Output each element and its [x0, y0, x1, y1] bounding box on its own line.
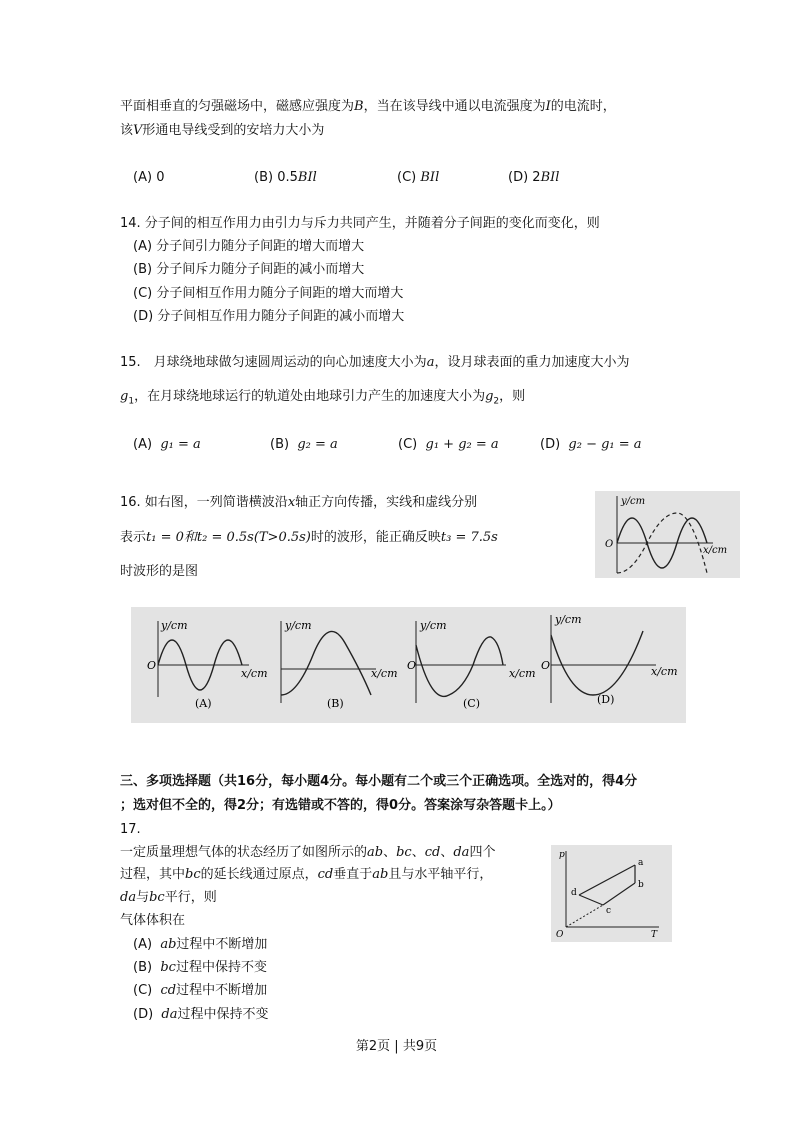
q17-option-c: (C) cd过程中不断增加 — [133, 983, 268, 998]
wave-option-c — [407, 619, 536, 710]
option-label: (B) — [327, 697, 344, 710]
point-a-label: a — [638, 858, 644, 868]
wave-option-b — [281, 619, 398, 710]
x-axis-label: x/cm — [371, 667, 398, 680]
y-axis-label: y/cm — [420, 619, 447, 632]
q15-option-a: (A) g₁ = a — [133, 437, 201, 452]
segment-bc — [603, 883, 635, 905]
q14-option-c: (C) 分子间相互作用力随分子间距的增大而增大 — [133, 286, 404, 301]
wave-reference-graph — [595, 491, 740, 578]
q17-option-b: (B) bc过程中保持不变 — [133, 960, 267, 975]
wave-option-d — [541, 613, 678, 706]
q14-option-d: (D) 分子间相互作用力随分子间距的减小而增大 — [133, 309, 405, 324]
q17-pt-diagram — [551, 845, 672, 942]
pt-graph — [551, 845, 672, 942]
q15-option-d: (D) g₂ − g₁ = a — [540, 437, 642, 452]
point-b-label: b — [638, 880, 644, 890]
segment-cd — [579, 895, 603, 905]
q17-option-d: (D) da过程中保持不变 — [133, 1007, 269, 1022]
option-label: (D) — [597, 693, 615, 706]
origin-label: O — [541, 659, 551, 672]
wave-curve — [281, 631, 371, 695]
q13-option-d: (D) 2BIl — [508, 170, 560, 185]
q14-stem: 14. 分子间的相互作用力由引力与斥力共同产生，并随着分子间距的变化而变化，则 — [120, 216, 600, 231]
q17-line4: 气体体积在 — [120, 913, 186, 928]
q17-option-a: (A) ab过程中不断增加 — [133, 937, 268, 952]
origin-label: O — [556, 930, 564, 940]
q14-option-b: (B) 分子间斥力随分子间距的减小而增大 — [133, 262, 365, 277]
y-axis-label: y/cm — [555, 613, 582, 626]
x-axis-label: x/cm — [509, 667, 536, 680]
x-axis-label: x/cm — [703, 545, 728, 556]
q13-option-b: (B) 0.5BIl — [254, 170, 317, 185]
section3-header-line1: 三、多项选择题（共16分，每小题4分。每小题有二个或三个正确选项。全选对的，得4分 — [120, 774, 638, 789]
segment-da — [579, 865, 635, 895]
q13-line2: 该V形通电导线受到的安培力大小为 — [120, 123, 325, 138]
x-axis-label: x/cm — [651, 665, 678, 678]
page-footer: 第2页 | 共9页 — [355, 1039, 438, 1054]
q17-line2: 过程，其中bc的延长线通过原点，cd垂直于ab且与水平轴平行， — [120, 867, 493, 882]
q16-options-figure — [131, 607, 686, 723]
q15-line2: $g_1$，在月球绕地球运行的轨道处由地球引力产生的加速度大小为$g_2$，则 — [120, 389, 526, 407]
origin-label: O — [605, 539, 614, 550]
q16-line3: 时波形的是图 — [120, 564, 199, 579]
option-label: (A) — [195, 697, 212, 710]
wave-option-a — [147, 619, 268, 710]
wave-curve — [416, 637, 503, 697]
q16-line2: 表示t₁ = 0和t₂ = 0.5s(T>0.5s)时的波形，能正确反映t₃ = 7.5s — [120, 530, 498, 545]
wave-options-graphs — [131, 607, 686, 723]
section3-header-line2: ；选对但不全的，得2分；有选错或不答的，得0分。答案涂写杂答题卡上。） — [120, 798, 561, 813]
origin-label: O — [147, 659, 157, 672]
q13-option-c: (C) BIl — [397, 170, 440, 185]
q13-line1: 平面相垂直的匀强磁场中，磁感应强度为B，当在该导线中通以电流强度为I的电流时， — [120, 99, 616, 114]
q17-number: 17. — [120, 822, 141, 837]
q15-option-c: (C) g₁ + g₂ = a — [398, 437, 499, 452]
y-axis-label: y/cm — [161, 619, 188, 632]
q14-option-a: (A) 分子间引力随分子间距的增大而增大 — [133, 239, 365, 254]
q16-line1: 16. 如右图，一列简谐横波沿x轴正方向传播，实线和虚线分别 — [120, 495, 478, 510]
q13-option-a: (A) 0 — [133, 170, 165, 185]
q15-option-b: (B) g₂ = a — [270, 437, 338, 452]
point-d-label: d — [571, 888, 577, 898]
q15-line1: 15. 月球绕地球做匀速圆周运动的向心加速度大小为a，设月球表面的重力加速度大小为 — [120, 355, 630, 370]
p-axis-label: p — [559, 850, 565, 860]
q17-line1: 一定质量理想气体的状态经历了如图所示的ab、bc、cd、da四个 — [120, 845, 496, 860]
option-label: (C) — [463, 697, 480, 710]
x-axis-label: x/cm — [241, 667, 268, 680]
y-axis-label: y/cm — [285, 619, 312, 632]
t-axis-label: T — [651, 930, 658, 940]
q17-line3: da与bc平行，则 — [120, 890, 217, 905]
bc-extension — [566, 905, 603, 927]
y-axis-label: y/cm — [621, 496, 646, 507]
wave-curve — [551, 631, 643, 695]
point-c-label: c — [606, 906, 612, 916]
q16-reference-figure — [595, 491, 740, 578]
origin-label: O — [407, 659, 417, 672]
